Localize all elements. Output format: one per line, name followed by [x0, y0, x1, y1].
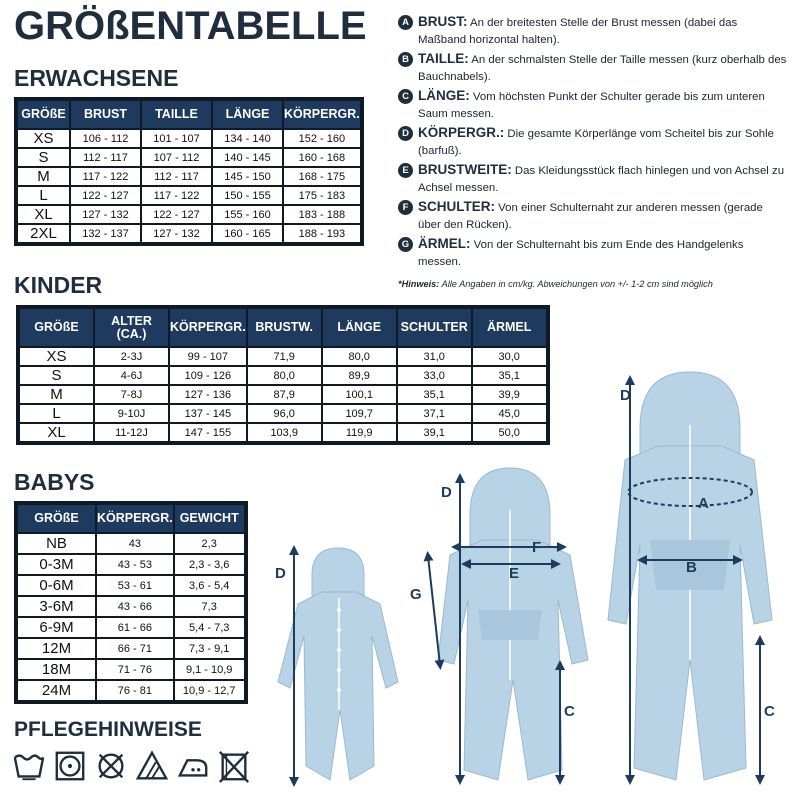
- legend-item: [398, 51, 788, 85]
- size-cell: NB: [17, 533, 96, 554]
- table-row: [17, 167, 361, 186]
- legend-text: Die gesamte Körperlänge vom Scheitel bis zur Sohle (barfuß).: [418, 128, 774, 157]
- table-cell: 7,3: [174, 596, 245, 617]
- legend-item: [398, 14, 788, 48]
- table-row: [17, 617, 245, 638]
- table-cell: 31,0: [397, 347, 472, 366]
- table-row: [17, 554, 245, 575]
- size-cell: M: [17, 167, 70, 186]
- column-header: ALTER (CA.): [94, 308, 169, 347]
- size-cell: XS: [17, 129, 70, 148]
- size-cell: S: [17, 148, 70, 167]
- table-cell: 9,1 - 10,9: [174, 659, 245, 680]
- hint-note: [398, 279, 713, 289]
- legend-letter-badge: G: [398, 237, 413, 252]
- size-cell: 2XL: [17, 224, 70, 243]
- table-row: [17, 575, 245, 596]
- table-cell: 147 - 155: [169, 423, 247, 442]
- legend-key: BRUST:: [418, 14, 468, 29]
- table-cell: 71 - 76: [96, 659, 174, 680]
- size-cell: L: [17, 186, 70, 205]
- table-cell: 188 - 193: [283, 224, 361, 243]
- size-cell: 6-9M: [17, 617, 96, 638]
- table-cell: 7,3 - 9,1: [174, 638, 245, 659]
- table-cell: 39,9: [472, 385, 547, 404]
- table-cell: 119,9: [322, 423, 397, 442]
- table-cell: 61 - 66: [96, 617, 174, 638]
- legend-letter-badge: F: [398, 200, 413, 215]
- legend-text: An der breitesten Stelle der Brust messen (dabei das Maßband horizontal halten).: [418, 17, 738, 46]
- table-cell: 175 - 183: [283, 186, 361, 205]
- table-cell: 183 - 188: [283, 205, 361, 224]
- table-cell: 122 - 127: [141, 205, 212, 224]
- table-cell: 134 - 140: [212, 129, 283, 148]
- legend-key: ÄRMEL:: [418, 236, 471, 251]
- table-cell: 107 - 112: [141, 148, 212, 167]
- legend-letter-badge: D: [398, 126, 413, 141]
- table-cell: 100,1: [322, 385, 397, 404]
- table-cell: 2-3J: [94, 347, 169, 366]
- table-cell: 80,0: [322, 347, 397, 366]
- legend-letter-badge: C: [398, 89, 413, 104]
- table-cell: 43 - 53: [96, 554, 174, 575]
- table-cell: 112 - 117: [70, 148, 141, 167]
- table-row: [17, 148, 361, 167]
- table-cell: 80,0: [247, 366, 322, 385]
- table-row: [17, 596, 245, 617]
- legend-text: Von einer Schulternaht zur anderen messen (gerade über den Rücken).: [418, 202, 763, 231]
- babies-size-table: [14, 501, 248, 704]
- kid-label-e: E: [509, 565, 520, 582]
- table-cell: 35,1: [397, 385, 472, 404]
- measurement-illustration: [260, 360, 800, 800]
- size-cell: XL: [19, 423, 94, 442]
- table-cell: 160 - 165: [212, 224, 283, 243]
- kid-label-f: F: [532, 539, 542, 556]
- legend-key: TAILLE:: [418, 51, 469, 66]
- no-dry-clean-icon: [94, 748, 128, 784]
- adult-label-d: D: [620, 387, 631, 404]
- adult-onesie: [608, 372, 772, 780]
- iron-icon: [176, 748, 210, 784]
- table-cell: 76 - 81: [96, 680, 174, 701]
- column-header: ÄRMEL: [472, 308, 547, 347]
- table-cell: 71,9: [247, 347, 322, 366]
- column-header: KÖRPERGR.: [283, 100, 361, 129]
- table-row: [17, 638, 245, 659]
- table-cell: 127 - 136: [169, 385, 247, 404]
- table-cell: 37,1: [397, 404, 472, 423]
- table-cell: 66 - 71: [96, 638, 174, 659]
- wash-30-icon: [12, 748, 46, 784]
- table-cell: 87,9: [247, 385, 322, 404]
- table-row: [17, 224, 361, 243]
- size-cell: 0-3M: [17, 554, 96, 575]
- table-cell: 127 - 132: [70, 205, 141, 224]
- table-header-row: [17, 504, 245, 533]
- section-kids-heading: KINDER: [14, 272, 103, 298]
- table-cell: 103,9: [247, 423, 322, 442]
- column-header: GRÖßE: [19, 308, 94, 347]
- table-cell: 35,1: [472, 366, 547, 385]
- table-cell: 117 - 122: [70, 167, 141, 186]
- table-row: [17, 186, 361, 205]
- column-header: SCHULTER: [397, 308, 472, 347]
- section-babies-heading: BABYS: [14, 469, 95, 495]
- size-cell: 12M: [17, 638, 96, 659]
- column-header: BRUST: [70, 100, 141, 129]
- care-icons: [12, 748, 251, 784]
- kid-label-c: C: [564, 703, 575, 720]
- table-cell: 96,0: [247, 404, 322, 423]
- table-cell: 155 - 160: [212, 205, 283, 224]
- table-cell: 132 - 137: [70, 224, 141, 243]
- size-cell: XL: [17, 205, 70, 224]
- table-cell: 99 - 107: [169, 347, 247, 366]
- size-cell: M: [19, 385, 94, 404]
- baby-onesie: [278, 548, 398, 780]
- hint-text: Alle Angaben in cm/kg. Abweichungen von +/- 1-2 cm sind möglich: [439, 279, 713, 289]
- table-cell: 5,4 - 7,3: [174, 617, 245, 638]
- table-cell: 53 - 61: [96, 575, 174, 596]
- kid-label-g: G: [410, 586, 422, 603]
- column-header: LÄNGE: [322, 308, 397, 347]
- legend-letter-badge: B: [398, 52, 413, 67]
- column-header: TAILLE: [141, 100, 212, 129]
- legend-text: An der schmalsten Stelle der Taille messen (kurz oberhalb des Bauchnabels).: [418, 54, 787, 83]
- column-header: BRUSTW.: [247, 308, 322, 347]
- legend-text: Von der Schulternaht bis zum Ende des Handgelenks messen.: [418, 239, 744, 268]
- column-header: GEWICHT: [174, 504, 245, 533]
- table-cell: 152 - 160: [283, 129, 361, 148]
- column-header: KÖRPERGR.: [96, 504, 174, 533]
- table-cell: 160 - 168: [283, 148, 361, 167]
- table-cell: 89,9: [322, 366, 397, 385]
- kid-label-d: D: [441, 484, 452, 501]
- table-cell: 168 - 175: [283, 167, 361, 186]
- legend-item: [398, 162, 788, 196]
- size-cell: S: [19, 366, 94, 385]
- column-header: GRÖßE: [17, 100, 70, 129]
- table-cell: 112 - 117: [141, 167, 212, 186]
- table-cell: 137 - 145: [169, 404, 247, 423]
- column-header: KÖRPERGR.: [169, 308, 247, 347]
- table-row: [17, 659, 245, 680]
- legend-key: LÄNGE:: [418, 88, 470, 103]
- table-cell: 3,6 - 5,4: [174, 575, 245, 596]
- table-cell: 9-10J: [94, 404, 169, 423]
- table-cell: 10,9 - 12,7: [174, 680, 245, 701]
- table-header-row: [19, 308, 547, 347]
- adult-label-b: B: [686, 559, 697, 576]
- table-cell: 43 - 66: [96, 596, 174, 617]
- legend-text: Das Kleidungsstück flach hinlegen und von Achsel zu Achsel messen.: [418, 165, 785, 194]
- table-cell: 127 - 132: [141, 224, 212, 243]
- table-row: [17, 205, 361, 224]
- table-cell: 50,0: [472, 423, 547, 442]
- table-cell: 140 - 145: [212, 148, 283, 167]
- table-cell: 117 - 122: [141, 186, 212, 205]
- legend-item: [398, 236, 788, 270]
- legend-letter-badge: A: [398, 15, 413, 30]
- size-cell: 18M: [17, 659, 96, 680]
- table-cell: 33,0: [397, 366, 472, 385]
- adult-label-c: C: [764, 703, 775, 720]
- table-cell: 2,3: [174, 533, 245, 554]
- size-cell: L: [19, 404, 94, 423]
- section-care-heading: PFLEGEHINWEISE: [14, 718, 202, 741]
- table-cell: 109 - 126: [169, 366, 247, 385]
- column-header: LÄNGE: [212, 100, 283, 129]
- no-tumble-dry-icon: [217, 748, 251, 784]
- no-bleach-icon: [135, 748, 169, 784]
- size-cell: 0-6M: [17, 575, 96, 596]
- table-cell: 145 - 150: [212, 167, 283, 186]
- section-adults-heading: ERWACHSENE: [14, 65, 179, 91]
- table-cell: 45,0: [472, 404, 547, 423]
- table-cell: 2,3 - 3,6: [174, 554, 245, 575]
- size-cell: 24M: [17, 680, 96, 701]
- table-cell: 11-12J: [94, 423, 169, 442]
- table-row: [17, 533, 245, 554]
- legend-letter-badge: E: [398, 163, 413, 178]
- column-header: GRÖßE: [17, 504, 96, 533]
- tumble-dry-icon: [53, 748, 87, 784]
- hint-key: *Hinweis:: [398, 279, 440, 289]
- table-cell: 43: [96, 533, 174, 554]
- legend-key: BRUSTWEITE:: [418, 162, 512, 177]
- adults-size-table: [14, 97, 364, 246]
- legend-key: SCHULTER:: [418, 199, 495, 214]
- table-cell: 122 - 127: [70, 186, 141, 205]
- legend-item: [398, 125, 788, 159]
- legend-text: Vom höchsten Punkt der Schulter gerade bis zum unteren Saum messen.: [418, 91, 765, 120]
- table-cell: 7-8J: [94, 385, 169, 404]
- table-cell: 109,7: [322, 404, 397, 423]
- table-cell: 150 - 155: [212, 186, 283, 205]
- baby-label-d: D: [275, 565, 286, 582]
- measurement-legend: [398, 14, 788, 273]
- table-cell: 101 - 107: [141, 129, 212, 148]
- legend-item: [398, 199, 788, 233]
- page-title: GRÖßENTABELLE: [14, 4, 367, 48]
- table-cell: 30,0: [472, 347, 547, 366]
- legend-key: KÖRPERGR.:: [418, 125, 505, 140]
- table-row: [17, 129, 361, 148]
- table-row: [17, 680, 245, 701]
- size-cell: 3-6M: [17, 596, 96, 617]
- table-cell: 106 - 112: [70, 129, 141, 148]
- table-cell: 4-6J: [94, 366, 169, 385]
- size-cell: XS: [19, 347, 94, 366]
- legend-item: [398, 88, 788, 122]
- table-cell: 39,1: [397, 423, 472, 442]
- adult-label-a: A: [698, 495, 709, 512]
- table-header-row: [17, 100, 361, 129]
